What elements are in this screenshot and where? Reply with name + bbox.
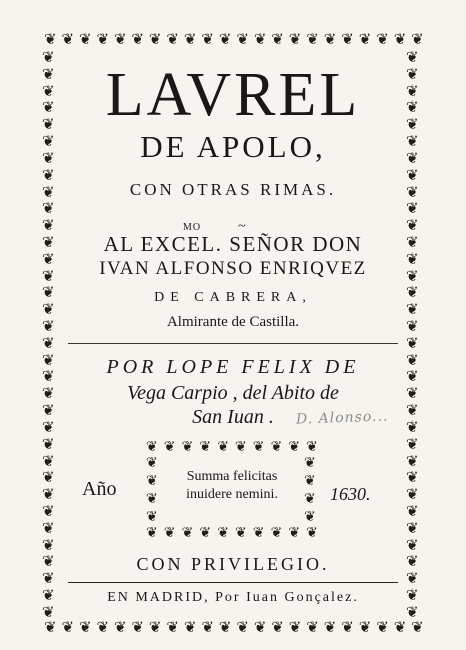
ornamental-border-top	[44, 32, 424, 50]
ornament-icon: ❦	[406, 148, 419, 167]
ornament-icon: ❦	[201, 32, 214, 48]
ornament-icon: ❦	[42, 468, 55, 487]
ornament-icon: ❦	[42, 317, 55, 335]
ornament-icon: ❦	[146, 439, 158, 455]
ornament-icon: ❦	[376, 32, 389, 48]
ornament-icon: ❦	[288, 525, 301, 541]
ornament-icon: ❦	[42, 501, 55, 520]
ornament-icon: ❦	[181, 525, 194, 541]
ornament-icon: ❦	[406, 434, 419, 453]
ornament-icon: ❦	[288, 32, 302, 48]
ornament-icon: ❦	[42, 552, 55, 571]
imprint-rule	[68, 582, 398, 583]
ornament-icon: ❦	[411, 620, 424, 636]
ornament-icon: ❦	[406, 552, 419, 571]
emblem-border-left	[146, 456, 158, 524]
ornament-icon: ❦	[78, 32, 92, 48]
ornament-icon: ❦	[406, 518, 419, 537]
ornament-icon: ❦	[358, 32, 372, 48]
ornament-icon: ❦	[393, 32, 407, 48]
ornament-icon: ❦	[131, 620, 144, 636]
ornament-icon: ❦	[131, 32, 144, 48]
ornament-icon: ❦	[183, 32, 197, 48]
ornament-icon: ❦	[146, 509, 158, 525]
subtitle: DE APOLO,	[140, 129, 326, 164]
emblem-border-right	[304, 456, 316, 524]
ornament-icon: ❦	[406, 283, 419, 302]
ornament-icon: ❦	[234, 439, 247, 455]
ornament-icon: ❦	[148, 620, 162, 636]
main-title: LAVREL	[105, 61, 361, 129]
ornament-icon: ❦	[406, 350, 419, 369]
ornament-icon: ❦	[78, 620, 92, 636]
motto-line-1: Summa felicitas	[186, 469, 278, 484]
ornament-icon: ❦	[42, 232, 55, 251]
ornament-icon: ❦	[42, 485, 55, 504]
ornament-icon: ❦	[146, 473, 158, 489]
ornament-icon: ❦	[406, 602, 419, 620]
emblem-border-top	[146, 440, 318, 454]
superscript-mo: MO	[183, 222, 202, 233]
ornament-icon: ❦	[253, 32, 267, 48]
ornament-icon: ❦	[113, 620, 127, 636]
ornament-icon: ❦	[42, 602, 55, 620]
ornament-icon: ❦	[393, 620, 407, 636]
ornament-icon: ❦	[42, 165, 55, 184]
ornament-icon: ❦	[376, 620, 389, 636]
year-label: Año	[82, 478, 117, 500]
ornament-icon: ❦	[270, 525, 283, 541]
author-line-2: Vega Carpio , del Abito de	[127, 382, 339, 404]
ornament-icon: ❦	[406, 401, 419, 420]
ornament-icon: ❦	[252, 525, 265, 541]
ornament-icon: ❦	[218, 32, 232, 48]
divider-rule	[68, 343, 398, 344]
ornament-icon: ❦	[234, 525, 247, 541]
ornament-icon: ❦	[406, 468, 419, 487]
ornament-icon: ❦	[42, 148, 55, 167]
ornament-icon: ❦	[406, 451, 419, 470]
year-value: 1630.	[330, 484, 371, 504]
ornament-icon: ❦	[42, 199, 55, 218]
ornament-icon: ❦	[44, 620, 57, 636]
ornament-icon: ❦	[42, 518, 55, 537]
emblem-motto	[164, 468, 300, 504]
ornament-icon: ❦	[61, 620, 75, 636]
ornament-icon: ❦	[96, 32, 110, 48]
imprint-line: EN MADRID, Por Iuan Gonçalez.	[107, 590, 359, 605]
ornament-icon: ❦	[406, 216, 419, 235]
subtitle-rimas: CON OTRAS RIMAS.	[129, 180, 337, 199]
dedication-line-3: DE CABRERA,	[154, 290, 312, 305]
ornament-icon: ❦	[42, 81, 55, 100]
ornament-icon: ❦	[271, 620, 284, 636]
ornament-icon: ❦	[306, 525, 318, 541]
ornament-icon: ❦	[236, 620, 249, 636]
ornament-icon: ❦	[341, 620, 354, 636]
ornament-icon: ❦	[113, 32, 127, 48]
ornament-icon: ❦	[253, 620, 267, 636]
ornament-icon: ❦	[42, 132, 55, 151]
ornament-icon: ❦	[61, 32, 75, 48]
ornament-icon: ❦	[304, 455, 316, 471]
ornament-icon: ❦	[304, 491, 316, 507]
ornament-icon: ❦	[406, 317, 419, 335]
ornament-icon: ❦	[406, 300, 419, 319]
ornament-icon: ❦	[358, 620, 372, 636]
ornament-icon: ❦	[42, 216, 55, 235]
ornament-icon: ❦	[42, 384, 55, 403]
ornament-icon: ❦	[304, 509, 316, 525]
ornament-icon: ❦	[183, 620, 197, 636]
ornament-icon: ❦	[406, 81, 419, 100]
ornament-icon: ❦	[406, 417, 419, 436]
dedication-line-1: AL EXCEL. SEÑOR DON	[103, 232, 363, 256]
privilege-line: CON PRIVILEGIO.	[136, 554, 330, 574]
ornament-icon: ❦	[217, 525, 229, 541]
dedication-line-4: Almirante de Castilla.	[166, 314, 300, 330]
ornament-icon: ❦	[341, 32, 354, 48]
ornament-icon: ❦	[406, 98, 419, 117]
ornament-icon: ❦	[42, 417, 55, 436]
ornament-icon: ❦	[406, 586, 419, 604]
ornament-icon: ❦	[288, 439, 301, 455]
ornament-icon: ❦	[236, 32, 249, 48]
ornament-icon: ❦	[146, 525, 158, 541]
ornament-icon: ❦	[42, 115, 55, 134]
ornament-icon: ❦	[271, 32, 284, 48]
ornament-icon: ❦	[166, 620, 179, 636]
ornamental-border-bottom	[44, 620, 424, 638]
ornament-icon: ❦	[181, 439, 194, 455]
ornament-icon: ❦	[406, 535, 419, 554]
ornament-icon: ❦	[42, 182, 55, 201]
ornament-icon: ❦	[306, 439, 318, 455]
ornament-icon: ❦	[323, 620, 337, 636]
ornament-icon: ❦	[42, 350, 55, 369]
ornament-icon: ❦	[42, 283, 55, 302]
ornament-icon: ❦	[42, 64, 55, 83]
ornament-icon: ❦	[406, 182, 419, 201]
ornament-icon: ❦	[42, 569, 55, 588]
ornament-icon: ❦	[42, 535, 55, 554]
ornament-icon: ❦	[163, 439, 176, 455]
ornament-icon: ❦	[411, 32, 424, 48]
ornament-icon: ❦	[42, 50, 55, 66]
ornament-icon: ❦	[163, 525, 176, 541]
motto-line-2: inuidere nemini.	[186, 487, 278, 502]
ornament-icon: ❦	[96, 620, 110, 636]
ornament-icon: ❦	[406, 367, 419, 386]
ornament-icon: ❦	[42, 586, 55, 604]
ornament-icon: ❦	[201, 620, 214, 636]
ornament-icon: ❦	[323, 32, 337, 48]
ornament-icon: ❦	[406, 50, 419, 66]
ornament-icon: ❦	[44, 32, 57, 48]
ornament-icon: ❦	[406, 485, 419, 504]
ornament-icon: ❦	[406, 333, 419, 352]
ornament-icon: ❦	[406, 64, 419, 83]
printer-emblem	[146, 440, 318, 540]
author-line-3: San Iuan .	[192, 406, 274, 428]
ornament-icon: ❦	[406, 384, 419, 403]
abbreviation-mark: ~	[238, 219, 246, 234]
ornament-icon: ❦	[199, 439, 212, 455]
ornament-icon: ❦	[42, 98, 55, 117]
ornament-icon: ❦	[252, 439, 265, 455]
emblem-border-bottom	[146, 526, 318, 540]
ornament-icon: ❦	[306, 620, 319, 636]
ornament-icon: ❦	[42, 434, 55, 453]
ornament-icon: ❦	[218, 620, 232, 636]
ornament-icon: ❦	[42, 300, 55, 319]
handwritten-signature: D. Alonso...	[295, 408, 389, 428]
ornament-icon: ❦	[406, 569, 419, 588]
ornament-icon: ❦	[42, 266, 55, 285]
ornament-icon: ❦	[406, 501, 419, 520]
ornament-icon: ❦	[217, 439, 229, 455]
ornament-icon: ❦	[42, 249, 55, 268]
ornament-icon: ❦	[199, 525, 212, 541]
ornament-icon: ❦	[406, 232, 419, 251]
ornament-icon: ❦	[146, 491, 158, 507]
ornament-icon: ❦	[148, 32, 162, 48]
ornament-icon: ❦	[270, 439, 283, 455]
author-line-1: POR LOPE FELIX DE	[106, 356, 360, 378]
ornament-icon: ❦	[406, 199, 419, 218]
ornament-icon: ❦	[42, 333, 55, 352]
ornament-icon: ❦	[42, 367, 55, 386]
ornament-icon: ❦	[146, 455, 158, 471]
ornament-icon: ❦	[306, 32, 319, 48]
ornament-icon: ❦	[166, 32, 179, 48]
ornament-icon: ❦	[288, 620, 302, 636]
ornament-icon: ❦	[42, 451, 55, 470]
ornament-icon: ❦	[406, 266, 419, 285]
ornament-icon: ❦	[406, 115, 419, 134]
ornament-icon: ❦	[42, 401, 55, 420]
ornament-icon: ❦	[304, 473, 316, 489]
dedication-line-2: IVAN ALFONSO ENRIQVEZ	[99, 258, 367, 279]
ornament-icon: ❦	[406, 132, 419, 151]
ornament-icon: ❦	[406, 165, 419, 184]
ornament-icon: ❦	[406, 249, 419, 268]
